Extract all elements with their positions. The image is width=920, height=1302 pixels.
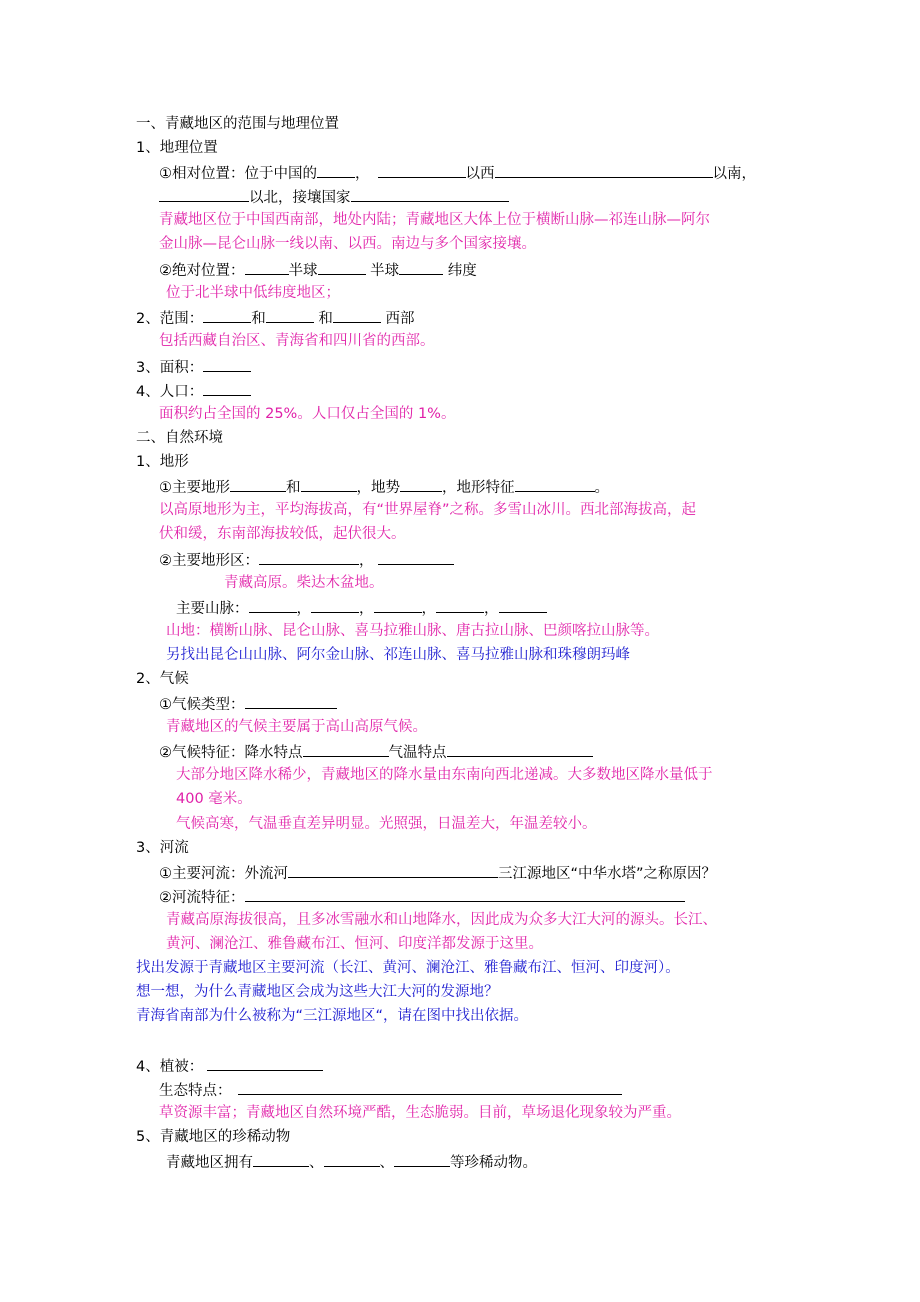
answer-text: 青藏高原。柴达木盆地。: [224, 575, 384, 591]
blank-field[interactable]: [230, 476, 286, 492]
question-text: 找出发源于青藏地区主要河流（长江、黄河、澜沧江、雅鲁藏布江、恒河、印度河）。: [136, 960, 680, 976]
answer-text: 大部分地区降水稀少，青藏地区的降水量由东南向西北递减。大多数地区降水量低于: [176, 767, 713, 783]
answer-text: 山地：横断山脉、昆仑山脉、喜马拉雅山脉、唐古拉山脉、巴颜喀拉山脉等。: [166, 623, 659, 639]
section-1-title: 一、青藏地区的范围与地理位置: [136, 116, 339, 132]
blank-field[interactable]: [159, 186, 249, 202]
blank-field[interactable]: [266, 307, 314, 323]
blank-field[interactable]: [499, 597, 547, 613]
blank-field[interactable]: [374, 597, 422, 613]
subsection-terrain-title: 1、地形: [136, 454, 189, 470]
blank-field[interactable]: [245, 886, 685, 902]
answer-text: 金山脉—昆仑山脉一线以南、以西。南边与多个国家接壤。: [159, 236, 536, 252]
blank-field[interactable]: [245, 693, 337, 709]
area-line: 3、面积：: [136, 356, 251, 378]
subsection-vegetation-title: 4、植被：: [136, 1055, 323, 1077]
blank-field[interactable]: [400, 476, 442, 492]
blank-field[interactable]: [495, 162, 713, 178]
blank-field[interactable]: [303, 741, 389, 757]
question-text: 青海省南部为什么被称为“三江源地区“，请在图中找出依据。: [136, 1008, 529, 1024]
relative-position-line-2: 以北，接壤国家: [159, 186, 509, 208]
relative-position-line: ①相对位置：位于中国的 ， 以西 以南，: [159, 162, 756, 184]
absolute-position-line: ②绝对位置： 半球 半球 纬度: [159, 259, 477, 281]
blank-field[interactable]: [317, 162, 355, 178]
answer-text: 面积约占全国的 25%。人口仅占全国的 1%。: [159, 406, 456, 422]
blank-field[interactable]: [203, 356, 251, 372]
answer-text: 青藏地区位于中国西南部，地处内陆；青藏地区大体上位于横断山脉—祁连山脉—阿尔: [159, 212, 710, 228]
mountains-line: 主要山脉： ， ， ， ，: [176, 597, 547, 619]
blank-field[interactable]: [203, 380, 251, 396]
blank-field[interactable]: [245, 259, 289, 275]
answer-text: 位于北半球中低纬度地区；: [166, 285, 340, 301]
question-text: 想一想，为什么青藏地区会成为这些大江大河的发源地？: [136, 984, 499, 1000]
subsection-climate-title: 2、气候: [136, 671, 189, 687]
blank-field[interactable]: [351, 186, 509, 202]
question-text: 另找出昆仑山山脉、阿尔金山脉、祁连山脉、喜马拉雅山脉和珠穆朗玛峰: [166, 647, 630, 663]
blank-field[interactable]: [394, 1151, 450, 1167]
climate-type-line: ①气候类型：: [159, 693, 337, 715]
subsection-animals-title: 5、青藏地区的珍稀动物: [136, 1129, 291, 1145]
answer-text: 青藏高原海拔很高，且多冰雪融水和山地降水，因此成为众多大江大河的源头。长江、: [166, 912, 717, 928]
blank-field[interactable]: [399, 259, 443, 275]
ecology-line: 生态特点：: [159, 1079, 622, 1101]
blank-field[interactable]: [378, 162, 466, 178]
subsection-location-title: 1、地理位置: [136, 140, 218, 156]
river-features-line: ②河流特征：: [159, 886, 685, 908]
blank-field[interactable]: [436, 597, 484, 613]
blank-field[interactable]: [324, 1151, 380, 1167]
subsection-rivers-title: 3、河流: [136, 840, 189, 856]
terrain-region-line: ②主要地形区： ，: [159, 549, 454, 571]
blank-field[interactable]: [515, 476, 595, 492]
blank-field[interactable]: [238, 1079, 622, 1095]
blank-field[interactable]: [207, 1055, 323, 1071]
answer-text: 青藏地区的气候主要属于高山高原气候。: [166, 719, 427, 735]
blank-field[interactable]: [378, 549, 454, 565]
blank-field[interactable]: [447, 741, 593, 757]
blank-field[interactable]: [311, 597, 359, 613]
answer-text: 以高原地形为主，平均海拔高，有“世界屋脊”之称。多雪山冰川。西北部海拔高，起: [159, 502, 697, 518]
blank-field[interactable]: [249, 597, 297, 613]
blank-field[interactable]: [253, 1151, 309, 1167]
answer-text: 400 毫米。: [176, 791, 252, 807]
blank-field[interactable]: [288, 862, 498, 878]
answer-text: 伏和缓，东南部海拔较低，起伏很大。: [159, 526, 406, 542]
blank-field[interactable]: [259, 549, 359, 565]
blank-field[interactable]: [333, 307, 381, 323]
blank-field[interactable]: [203, 307, 251, 323]
answer-text: 草资源丰富；青藏地区自然环境严酷，生态脆弱。目前，草场退化现象较为严重。: [159, 1105, 681, 1121]
answer-text: 黄河、澜沧江、雅鲁藏布江、恒河、印度洋都发源于这里。: [166, 936, 543, 952]
rare-animals-line: 青藏地区拥有 、 、 等珍稀动物。: [166, 1151, 537, 1173]
population-line: 4、人口：: [136, 380, 251, 402]
climate-features-line: ②气候特征：降水特点 气温特点: [159, 741, 593, 763]
main-rivers-line: ①主要河流：外流河 三江源地区“中华水塔”之称原因？: [159, 862, 716, 884]
range-line: 2、范围： 和 和 西部: [136, 307, 414, 329]
section-2-title: 二、自然环境: [136, 430, 223, 446]
blank-field[interactable]: [318, 259, 366, 275]
answer-text: 包括西藏自治区、青海省和四川省的西部。: [159, 333, 435, 349]
terrain-line: ①主要地形 和 ，地势 ，地形特征 。: [159, 476, 609, 498]
blank-field[interactable]: [301, 476, 357, 492]
answer-text: 气候高寒，气温垂直差异明显。光照强，日温差大，年温差较小。: [176, 816, 597, 832]
